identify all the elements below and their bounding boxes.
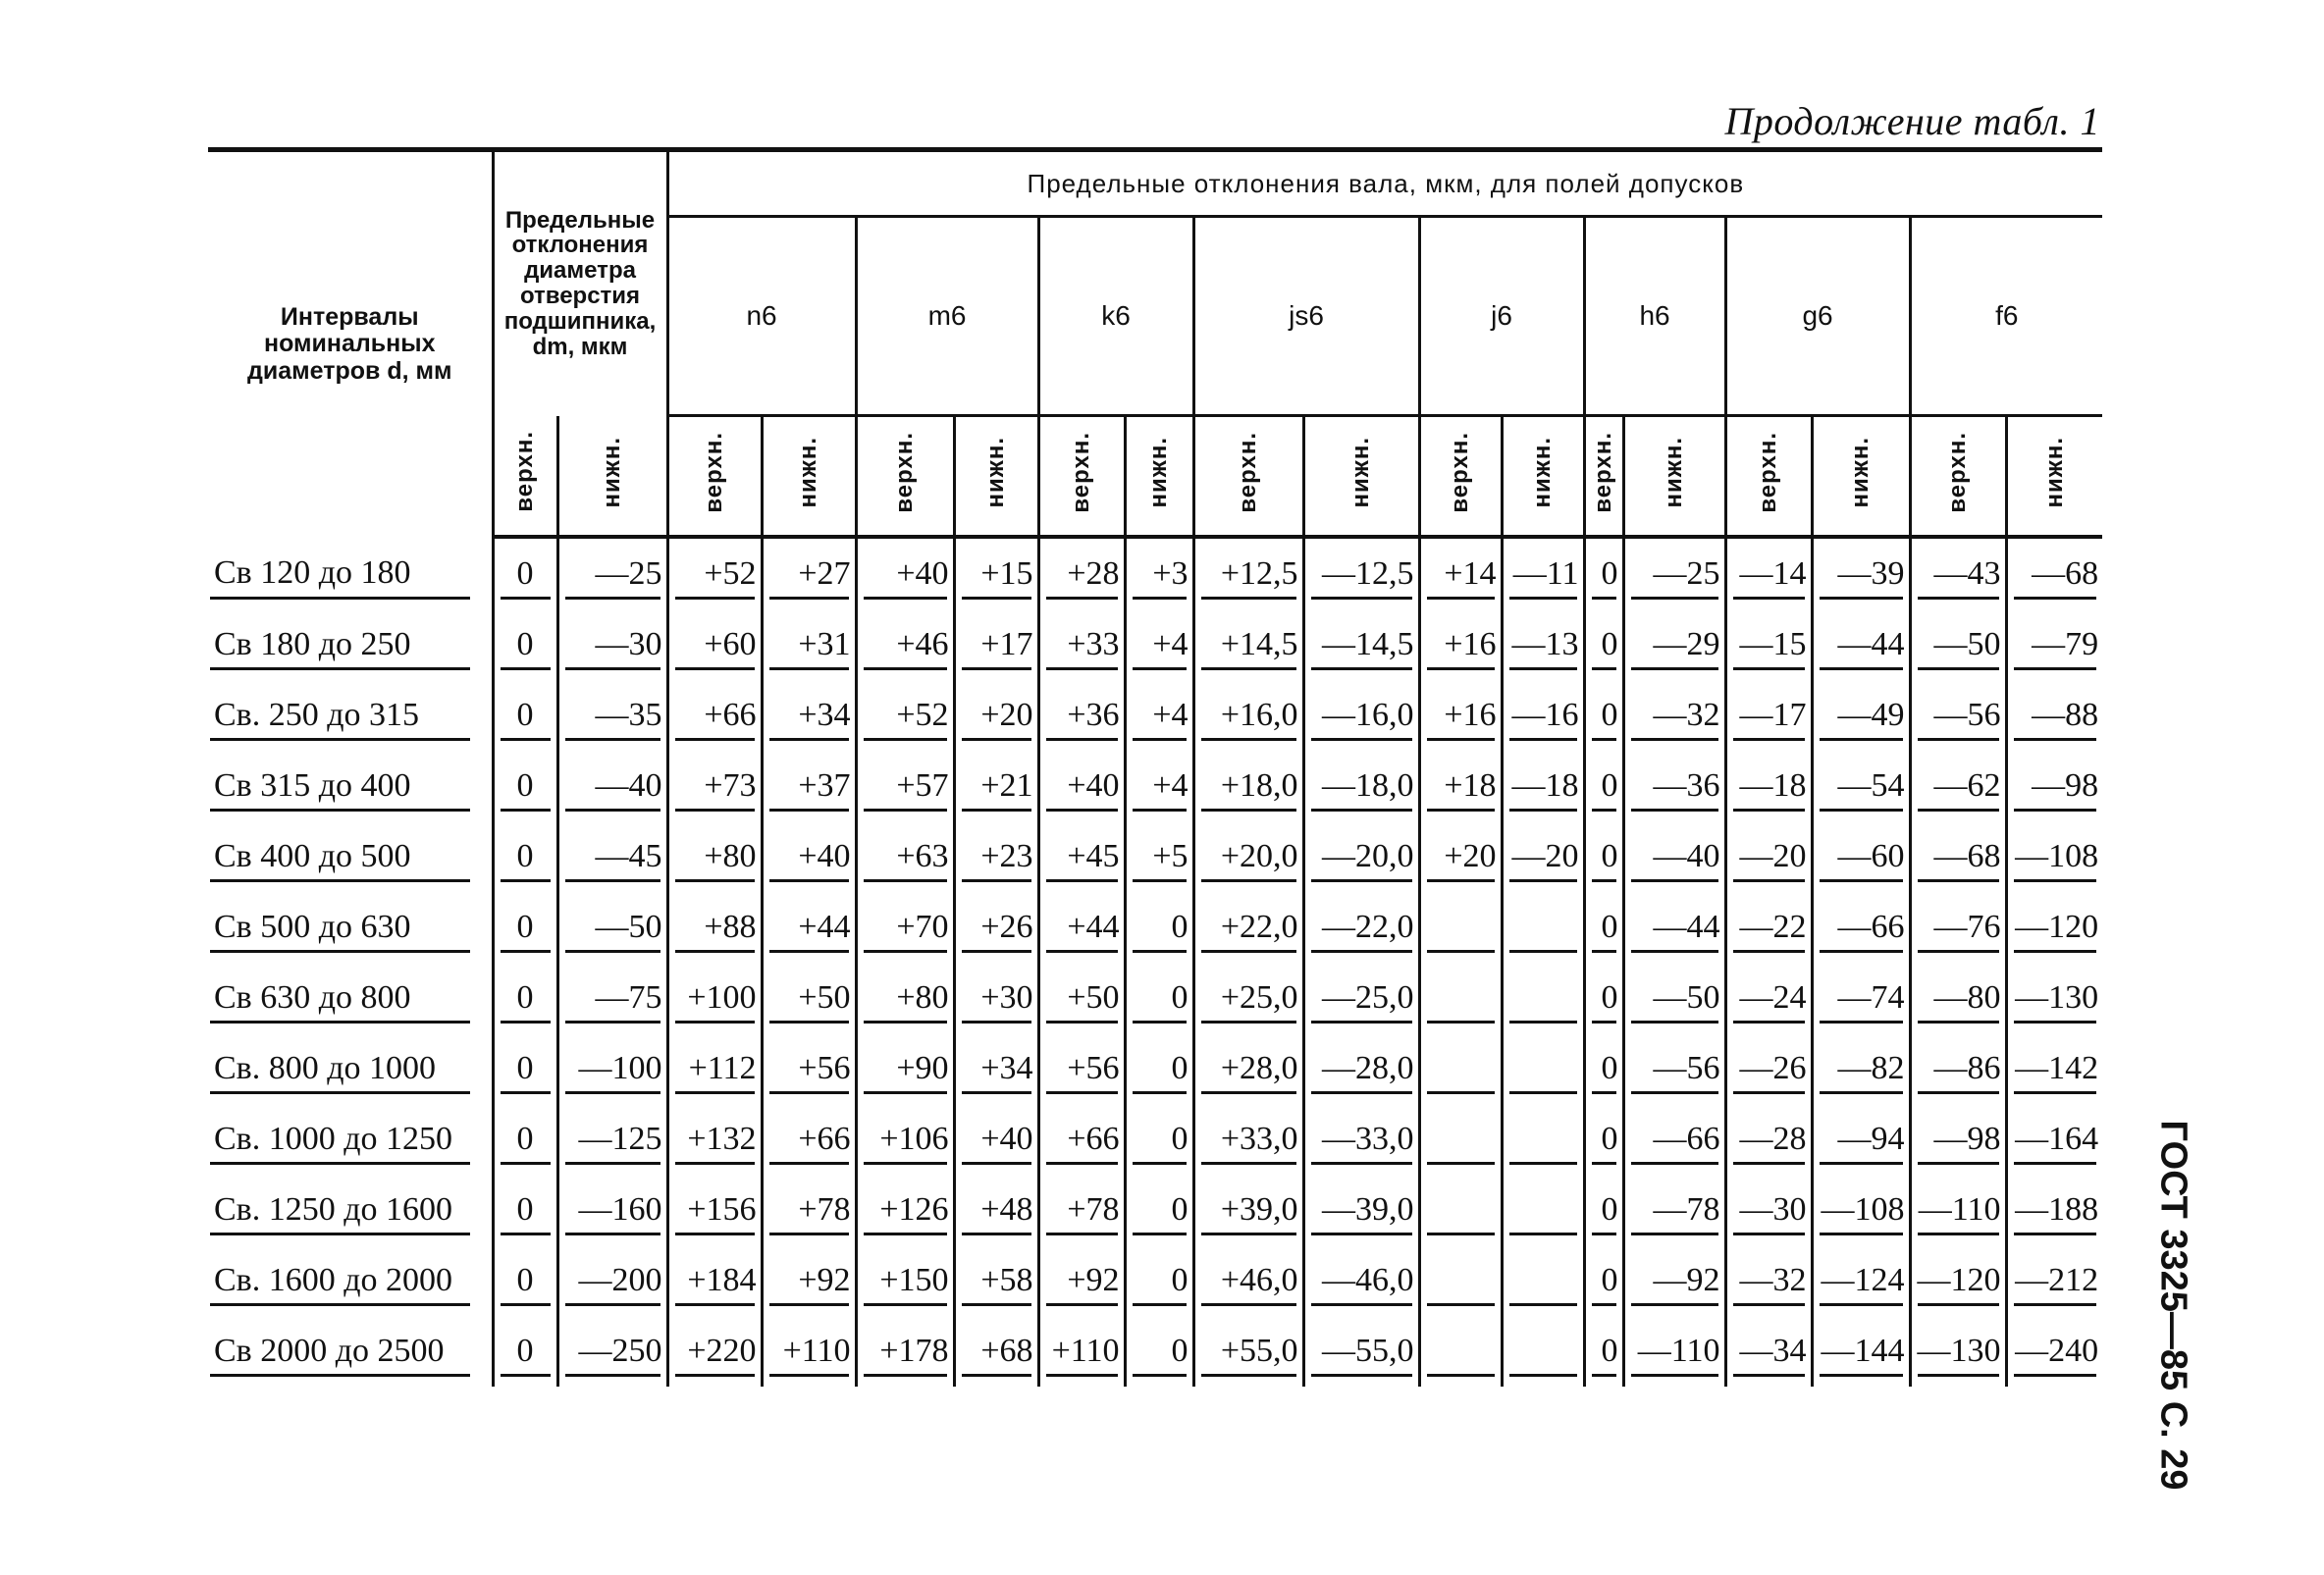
cell-bore-lo: —100 — [557, 1033, 667, 1104]
cell-bore-lo: —40 — [557, 751, 667, 821]
cell-m6-lo: +20 — [954, 680, 1038, 751]
cell-n6-lo: +31 — [762, 609, 856, 680]
cell-js6-up: +22,0 — [1193, 892, 1303, 963]
cell-m6-lo: +30 — [954, 963, 1038, 1033]
cell-k6-up: +110 — [1038, 1316, 1125, 1387]
subheader-upper: верхн. — [1235, 432, 1262, 513]
cell-k6-up: +44 — [1038, 892, 1125, 963]
cell-g6-up: —30 — [1725, 1175, 1812, 1245]
cell-h6-lo: —25 — [1623, 537, 1725, 609]
cell-k6-up: +45 — [1038, 821, 1125, 892]
cell-j6-lo: —11 — [1502, 537, 1584, 609]
table-row — [208, 892, 2102, 963]
cell-f6-up: —62 — [1910, 751, 2006, 821]
cell-f6-up: —80 — [1910, 963, 2006, 1033]
subheader-lower: нижн. — [599, 436, 625, 507]
cell-m6-lo: +40 — [954, 1104, 1038, 1175]
cell-interval: Св 315 до 400 — [208, 751, 493, 821]
cell-js6-lo: —39,0 — [1303, 1175, 1419, 1245]
cell-n6-up: +66 — [667, 680, 762, 751]
cell-bore-up: 0 — [493, 609, 557, 680]
cell-bore-up: 0 — [493, 1104, 557, 1175]
cell-h6-lo: —50 — [1623, 963, 1725, 1033]
table-row — [208, 1033, 2102, 1104]
cell-g6-lo: —44 — [1812, 609, 1910, 680]
cell-m6-lo: +21 — [954, 751, 1038, 821]
cell-n6-up: +156 — [667, 1175, 762, 1245]
cell-bore-up: 0 — [493, 1316, 557, 1387]
cell-n6-lo: +37 — [762, 751, 856, 821]
cell-j6-lo: —20 — [1502, 821, 1584, 892]
cell-f6-lo: —240 — [2006, 1316, 2102, 1387]
cell-h6-lo: —29 — [1623, 609, 1725, 680]
table-row — [208, 963, 2102, 1033]
cell-bore-up: 0 — [493, 1245, 557, 1316]
cell-m6-up: +57 — [856, 751, 954, 821]
table-row — [208, 537, 2102, 609]
cell-interval: Св 120 до 180 — [208, 537, 493, 609]
cell-j6-up — [1419, 1033, 1502, 1104]
cell-m6-up: +40 — [856, 537, 954, 609]
cell-m6-lo: +26 — [954, 892, 1038, 963]
cell-n6-up: +112 — [667, 1033, 762, 1104]
cell-f6-up: —98 — [1910, 1104, 2006, 1175]
cell-h6-lo: —40 — [1623, 821, 1725, 892]
cell-g6-lo: —39 — [1812, 537, 1910, 609]
subheader-lower: нижн. — [982, 437, 1010, 508]
cell-n6-lo: +40 — [762, 821, 856, 892]
cell-f6-up: —50 — [1910, 609, 2006, 680]
cell-js6-up: +18,0 — [1193, 751, 1303, 821]
subheader-upper: верхн. — [1755, 432, 1782, 513]
cell-k6-lo: 0 — [1125, 1316, 1193, 1387]
cell-k6-up: +66 — [1038, 1104, 1125, 1175]
cell-j6-up: +16 — [1419, 609, 1502, 680]
cell-n6-lo: +50 — [762, 963, 856, 1033]
tolerance-table — [208, 147, 2102, 1387]
subheader-lower: нижн. — [1529, 437, 1557, 508]
subheader-upper: верхн. — [1068, 432, 1095, 513]
cell-m6-up: +150 — [856, 1245, 954, 1316]
cell-h6-up: 0 — [1584, 1316, 1623, 1387]
cell-n6-lo: +92 — [762, 1245, 856, 1316]
cell-j6-lo: —13 — [1502, 609, 1584, 680]
cell-n6-lo: +66 — [762, 1104, 856, 1175]
cell-f6-up: —76 — [1910, 892, 2006, 963]
cell-k6-lo: +4 — [1125, 680, 1193, 751]
cell-g6-lo: —124 — [1812, 1245, 1910, 1316]
cell-m6-lo: +17 — [954, 609, 1038, 680]
cell-js6-up: +12,5 — [1193, 537, 1303, 609]
cell-f6-lo: —188 — [2006, 1175, 2102, 1245]
subheader-lower: нижн. — [795, 437, 822, 508]
cell-g6-lo: —60 — [1812, 821, 1910, 892]
cell-h6-lo: —32 — [1623, 680, 1725, 751]
cell-k6-up: +56 — [1038, 1033, 1125, 1104]
header-bore-deviation: Предельные отклонения диаметра отверстия подшипника, dm, мкм — [493, 150, 667, 416]
cell-h6-lo: —92 — [1623, 1245, 1725, 1316]
cell-j6-up: +16 — [1419, 680, 1502, 751]
cell-f6-up: —130 — [1910, 1316, 2006, 1387]
cell-k6-lo: 0 — [1125, 1175, 1193, 1245]
cell-js6-lo: —14,5 — [1303, 609, 1419, 680]
cell-bore-up: 0 — [493, 963, 557, 1033]
subheader-lower: нижн. — [1145, 437, 1173, 508]
cell-k6-lo: +4 — [1125, 751, 1193, 821]
cell-f6-up: —43 — [1910, 537, 2006, 609]
cell-m6-lo: +48 — [954, 1175, 1038, 1245]
subheader-upper: верхн. — [1944, 432, 1972, 513]
cell-f6-lo: —212 — [2006, 1245, 2102, 1316]
cell-k6-up: +50 — [1038, 963, 1125, 1033]
cell-js6-lo: —22,0 — [1303, 892, 1419, 963]
cell-g6-lo: —94 — [1812, 1104, 1910, 1175]
cell-h6-up: 0 — [1584, 680, 1623, 751]
cell-f6-lo: —88 — [2006, 680, 2102, 751]
cell-j6-up — [1419, 1316, 1502, 1387]
cell-h6-up: 0 — [1584, 963, 1623, 1033]
cell-h6-up: 0 — [1584, 609, 1623, 680]
cell-n6-up: +184 — [667, 1245, 762, 1316]
field-js6: js6 — [1193, 217, 1419, 416]
cell-n6-lo: +78 — [762, 1175, 856, 1245]
cell-n6-lo: +34 — [762, 680, 856, 751]
cell-bore-up: 0 — [493, 821, 557, 892]
cell-j6-up: +14 — [1419, 537, 1502, 609]
cell-h6-lo: —78 — [1623, 1175, 1725, 1245]
cell-js6-up: +20,0 — [1193, 821, 1303, 892]
cell-bore-lo: —45 — [557, 821, 667, 892]
cell-m6-up: +70 — [856, 892, 954, 963]
cell-k6-lo: 0 — [1125, 1245, 1193, 1316]
cell-h6-up: 0 — [1584, 821, 1623, 892]
cell-bore-up: 0 — [493, 892, 557, 963]
cell-bore-lo: —50 — [557, 892, 667, 963]
field-j6: j6 — [1419, 217, 1584, 416]
cell-k6-up: +33 — [1038, 609, 1125, 680]
table-row — [208, 1175, 2102, 1245]
cell-h6-up: 0 — [1584, 1175, 1623, 1245]
cell-h6-lo: —56 — [1623, 1033, 1725, 1104]
cell-g6-lo: —108 — [1812, 1175, 1910, 1245]
table-row — [208, 1245, 2102, 1316]
cell-h6-up: 0 — [1584, 1245, 1623, 1316]
cell-j6-lo — [1502, 892, 1584, 963]
subheader-row — [208, 416, 2102, 538]
cell-g6-up: —24 — [1725, 963, 1812, 1033]
subheader-lower: нижн. — [2040, 437, 2068, 508]
field-h6: h6 — [1584, 217, 1725, 416]
subheader-upper: верхн. — [511, 431, 538, 513]
cell-interval: Св. 1600 до 2000 — [208, 1245, 493, 1316]
cell-k6-lo: 0 — [1125, 963, 1193, 1033]
cell-f6-up: —56 — [1910, 680, 2006, 751]
cell-n6-up: +80 — [667, 821, 762, 892]
cell-interval: Св. 250 до 315 — [208, 680, 493, 751]
cell-js6-up: +28,0 — [1193, 1033, 1303, 1104]
cell-g6-up: —28 — [1725, 1104, 1812, 1175]
cell-bore-lo: —125 — [557, 1104, 667, 1175]
cell-bore-up: 0 — [493, 1033, 557, 1104]
cell-h6-lo: —110 — [1623, 1316, 1725, 1387]
cell-interval: Св 630 до 800 — [208, 963, 493, 1033]
cell-j6-lo — [1502, 1104, 1584, 1175]
cell-g6-lo: —49 — [1812, 680, 1910, 751]
cell-f6-lo: —79 — [2006, 609, 2102, 680]
cell-js6-up: +33,0 — [1193, 1104, 1303, 1175]
cell-h6-up: 0 — [1584, 892, 1623, 963]
cell-g6-up: —14 — [1725, 537, 1812, 609]
cell-js6-lo: —18,0 — [1303, 751, 1419, 821]
cell-g6-up: —20 — [1725, 821, 1812, 892]
table-row — [208, 609, 2102, 680]
cell-j6-up — [1419, 1104, 1502, 1175]
cell-bore-lo: —35 — [557, 680, 667, 751]
cell-j6-lo — [1502, 1033, 1584, 1104]
table-row — [208, 751, 2102, 821]
cell-g6-lo: —66 — [1812, 892, 1910, 963]
cell-js6-lo: —28,0 — [1303, 1033, 1419, 1104]
cell-js6-up: +14,5 — [1193, 609, 1303, 680]
cell-k6-up: +28 — [1038, 537, 1125, 609]
table-row — [208, 680, 2102, 751]
cell-g6-up: —32 — [1725, 1245, 1812, 1316]
cell-f6-lo: —120 — [2006, 892, 2102, 963]
cell-g6-lo: —82 — [1812, 1033, 1910, 1104]
cell-h6-up: 0 — [1584, 1104, 1623, 1175]
cell-f6-up: —86 — [1910, 1033, 2006, 1104]
cell-js6-lo: —20,0 — [1303, 821, 1419, 892]
cell-k6-up: +40 — [1038, 751, 1125, 821]
subheader-upper: верхн. — [1447, 432, 1474, 513]
subheader-upper: верхн. — [701, 432, 728, 513]
cell-bore-up: 0 — [493, 1175, 557, 1245]
cell-js6-up: +39,0 — [1193, 1175, 1303, 1245]
field-n6: n6 — [667, 217, 856, 416]
side-label — [2139, 1119, 2206, 1492]
cell-f6-lo: —108 — [2006, 821, 2102, 892]
cell-g6-lo: —74 — [1812, 963, 1910, 1033]
cell-interval: Св 2000 до 2500 — [208, 1316, 493, 1387]
cell-h6-lo: —44 — [1623, 892, 1725, 963]
cell-j6-up — [1419, 963, 1502, 1033]
cell-j6-up: +20 — [1419, 821, 1502, 892]
cell-n6-lo: +27 — [762, 537, 856, 609]
cell-bore-up: 0 — [493, 680, 557, 751]
cell-j6-up — [1419, 1175, 1502, 1245]
cell-j6-lo — [1502, 1245, 1584, 1316]
cell-js6-lo: —33,0 — [1303, 1104, 1419, 1175]
cell-g6-up: —22 — [1725, 892, 1812, 963]
table-row — [208, 1104, 2102, 1175]
field-k6: k6 — [1038, 217, 1193, 416]
cell-js6-up: +25,0 — [1193, 963, 1303, 1033]
cell-interval: Св 500 до 630 — [208, 892, 493, 963]
cell-k6-lo: +5 — [1125, 821, 1193, 892]
cell-bore-lo: —200 — [557, 1245, 667, 1316]
cell-n6-up: +100 — [667, 963, 762, 1033]
table-body — [208, 537, 2102, 1387]
cell-m6-up: +80 — [856, 963, 954, 1033]
cell-bore-lo: —160 — [557, 1175, 667, 1245]
side-label-text: ГОСТ 3325—85 С. 29 — [2152, 1120, 2194, 1491]
cell-j6-up — [1419, 1245, 1502, 1316]
table-caption: Продолжение табл. 1 — [1724, 99, 2100, 143]
cell-bore-up: 0 — [493, 751, 557, 821]
cell-k6-lo: +3 — [1125, 537, 1193, 609]
table-row — [208, 821, 2102, 892]
cell-interval: Св 180 до 250 — [208, 609, 493, 680]
cell-h6-up: 0 — [1584, 537, 1623, 609]
cell-f6-lo: —164 — [2006, 1104, 2102, 1175]
cell-interval: Св 400 до 500 — [208, 821, 493, 892]
cell-js6-lo: —55,0 — [1303, 1316, 1419, 1387]
cell-bore-up: 0 — [493, 537, 557, 609]
field-g6: g6 — [1725, 217, 1910, 416]
cell-m6-up: +46 — [856, 609, 954, 680]
cell-m6-up: +178 — [856, 1316, 954, 1387]
cell-js6-up: +55,0 — [1193, 1316, 1303, 1387]
cell-g6-up: —15 — [1725, 609, 1812, 680]
header-intervals: Интервалы номинальных диаметров d, мм — [208, 150, 493, 538]
cell-g6-up: —34 — [1725, 1316, 1812, 1387]
cell-k6-up: +78 — [1038, 1175, 1125, 1245]
table-row — [208, 1316, 2102, 1387]
cell-h6-up: 0 — [1584, 751, 1623, 821]
cell-k6-lo: +4 — [1125, 609, 1193, 680]
cell-j6-lo — [1502, 1316, 1584, 1387]
cell-interval: Св. 1000 до 1250 — [208, 1104, 493, 1175]
cell-j6-up — [1419, 892, 1502, 963]
cell-k6-lo: 0 — [1125, 892, 1193, 963]
subheader-lower: нижн. — [1847, 437, 1875, 508]
cell-h6-up: 0 — [1584, 1033, 1623, 1104]
cell-bore-lo: —75 — [557, 963, 667, 1033]
cell-n6-lo: +44 — [762, 892, 856, 963]
cell-g6-up: —18 — [1725, 751, 1812, 821]
cell-m6-lo: +34 — [954, 1033, 1038, 1104]
cell-k6-up: +36 — [1038, 680, 1125, 751]
cell-js6-lo: —12,5 — [1303, 537, 1419, 609]
cell-g6-lo: —144 — [1812, 1316, 1910, 1387]
cell-k6-up: +92 — [1038, 1245, 1125, 1316]
cell-js6-lo: —16,0 — [1303, 680, 1419, 751]
cell-f6-lo: —130 — [2006, 963, 2102, 1033]
cell-g6-up: —26 — [1725, 1033, 1812, 1104]
cell-k6-lo: 0 — [1125, 1104, 1193, 1175]
cell-n6-up: +88 — [667, 892, 762, 963]
cell-js6-lo: —46,0 — [1303, 1245, 1419, 1316]
cell-j6-lo — [1502, 963, 1584, 1033]
cell-m6-lo: +23 — [954, 821, 1038, 892]
cell-f6-lo: —98 — [2006, 751, 2102, 821]
cell-n6-up: +60 — [667, 609, 762, 680]
cell-bore-lo: —30 — [557, 609, 667, 680]
field-m6: m6 — [856, 217, 1038, 416]
cell-interval: Св. 800 до 1000 — [208, 1033, 493, 1104]
cell-f6-up: —120 — [1910, 1245, 2006, 1316]
cell-n6-up: +73 — [667, 751, 762, 821]
cell-m6-lo: +58 — [954, 1245, 1038, 1316]
subheader-lower: нижн. — [1661, 437, 1688, 508]
cell-m6-lo: +15 — [954, 537, 1038, 609]
cell-m6-lo: +68 — [954, 1316, 1038, 1387]
cell-n6-lo: +56 — [762, 1033, 856, 1104]
cell-js6-lo: —25,0 — [1303, 963, 1419, 1033]
cell-js6-up: +46,0 — [1193, 1245, 1303, 1316]
subheader-upper: верхн. — [891, 432, 919, 513]
cell-h6-lo: —36 — [1623, 751, 1725, 821]
cell-f6-up: —110 — [1910, 1175, 2006, 1245]
cell-m6-up: +63 — [856, 821, 954, 892]
cell-j6-lo: —16 — [1502, 680, 1584, 751]
cell-g6-lo: —54 — [1812, 751, 1910, 821]
cell-f6-lo: —68 — [2006, 537, 2102, 609]
cell-n6-up: +132 — [667, 1104, 762, 1175]
cell-h6-lo: —66 — [1623, 1104, 1725, 1175]
cell-interval: Св. 1250 до 1600 — [208, 1175, 493, 1245]
cell-bore-lo: —25 — [557, 537, 667, 609]
cell-n6-up: +220 — [667, 1316, 762, 1387]
header-shaft-deviations: Предельные отклонения вала, мкм, для полей допусков — [667, 150, 2102, 217]
cell-g6-up: —17 — [1725, 680, 1812, 751]
subheader-lower: нижн. — [1347, 437, 1375, 508]
cell-n6-up: +52 — [667, 537, 762, 609]
cell-f6-lo: —142 — [2006, 1033, 2102, 1104]
cell-n6-lo: +110 — [762, 1316, 856, 1387]
cell-js6-up: +16,0 — [1193, 680, 1303, 751]
cell-j6-up: +18 — [1419, 751, 1502, 821]
cell-j6-lo — [1502, 1175, 1584, 1245]
cell-k6-lo: 0 — [1125, 1033, 1193, 1104]
cell-f6-up: —68 — [1910, 821, 2006, 892]
field-f6: f6 — [1910, 217, 2102, 416]
cell-m6-up: +90 — [856, 1033, 954, 1104]
cell-j6-lo: —18 — [1502, 751, 1584, 821]
subheader-upper: верхн. — [1590, 432, 1617, 513]
cell-m6-up: +126 — [856, 1175, 954, 1245]
cell-m6-up: +106 — [856, 1104, 954, 1175]
cell-m6-up: +52 — [856, 680, 954, 751]
cell-bore-lo: —250 — [557, 1316, 667, 1387]
